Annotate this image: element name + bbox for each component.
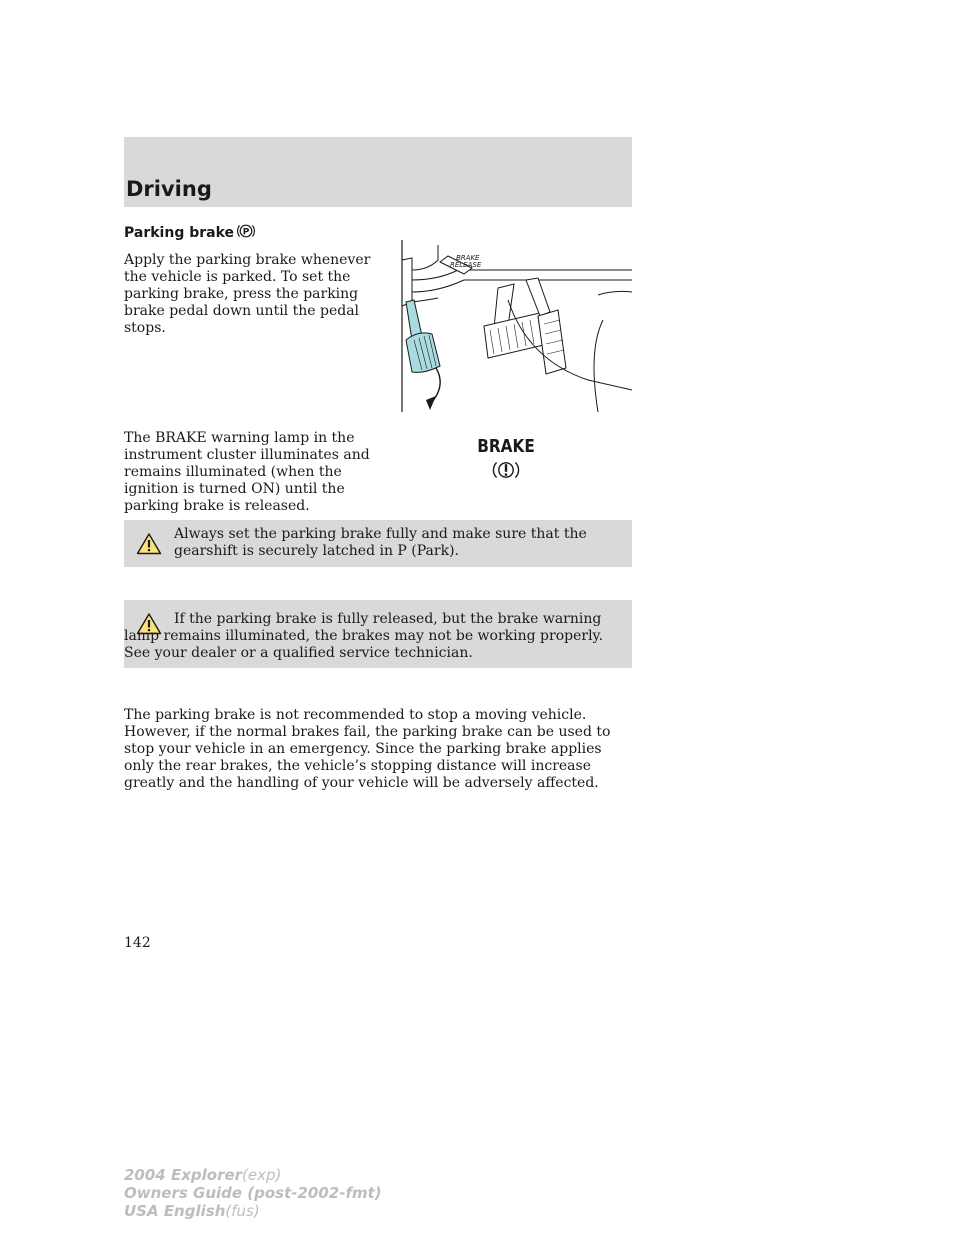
document-footer bbox=[124, 1166, 382, 1220]
figure-label-release: RELEASE bbox=[450, 261, 482, 269]
footer-language-code: (fus) bbox=[225, 1202, 260, 1220]
parking-p-icon bbox=[236, 221, 256, 245]
warning-park-box bbox=[124, 520, 632, 567]
apply-paragraph: Apply the parking brake whenever the vehicle is parked. To set the parking brake, press the parking brake pedal down until the pedal stops. bbox=[124, 252, 371, 336]
page-number: 142 bbox=[124, 935, 151, 951]
footer-language: USA English bbox=[124, 1202, 226, 1220]
footer-line-3 bbox=[124, 1202, 382, 1220]
footer-model-code: (exp) bbox=[242, 1166, 282, 1184]
moving-vehicle-paragraph: The parking brake is not recommended to stop a moving vehicle. However, if the normal brakes fail, the parking brake can be used to stop your vehicle in an emergency. Since the parking brake applies only the rear brakes, the vehicle’s stopping distance will increase greatly and the handling of your vehicle will be adversely affected. bbox=[124, 707, 611, 791]
section-title: Driving bbox=[126, 177, 212, 201]
footer-line-2 bbox=[124, 1184, 382, 1202]
parking-brake-pedal-figure bbox=[398, 240, 632, 415]
svg-text:P: P bbox=[242, 227, 250, 238]
lamp-paragraph: The BRAKE warning lamp in the instrument cluster illuminates and remains illuminated (when the ignition is turned ON) until the parking brake is released. bbox=[124, 430, 370, 514]
brake-warning-icon bbox=[470, 459, 542, 485]
warning-triangle-icon bbox=[136, 532, 162, 559]
footer-line-1 bbox=[124, 1166, 382, 1184]
footer-model: 2004 Explorer bbox=[124, 1166, 243, 1184]
figure-label-brake: BRAKE bbox=[456, 254, 480, 262]
heading-title: Parking brake bbox=[124, 225, 235, 241]
page-heading bbox=[124, 225, 256, 245]
brake-warning-lamp bbox=[470, 436, 542, 485]
footer-guide: Owners Guide (post-2002-fmt) bbox=[124, 1184, 382, 1202]
warning-lamp-text: If the parking brake is fully released, but the brake warning lamp remains illuminated, the brakes may not be working properly. See your dealer or a qualified service technician. bbox=[124, 611, 604, 661]
section-header bbox=[124, 137, 632, 207]
brake-lamp-label: BRAKE bbox=[477, 436, 535, 457]
warning-park-text: Always set the parking brake fully and make sure that the gearshift is securely latched in P (Park). bbox=[174, 526, 587, 559]
warning-lamp-box bbox=[124, 600, 632, 668]
